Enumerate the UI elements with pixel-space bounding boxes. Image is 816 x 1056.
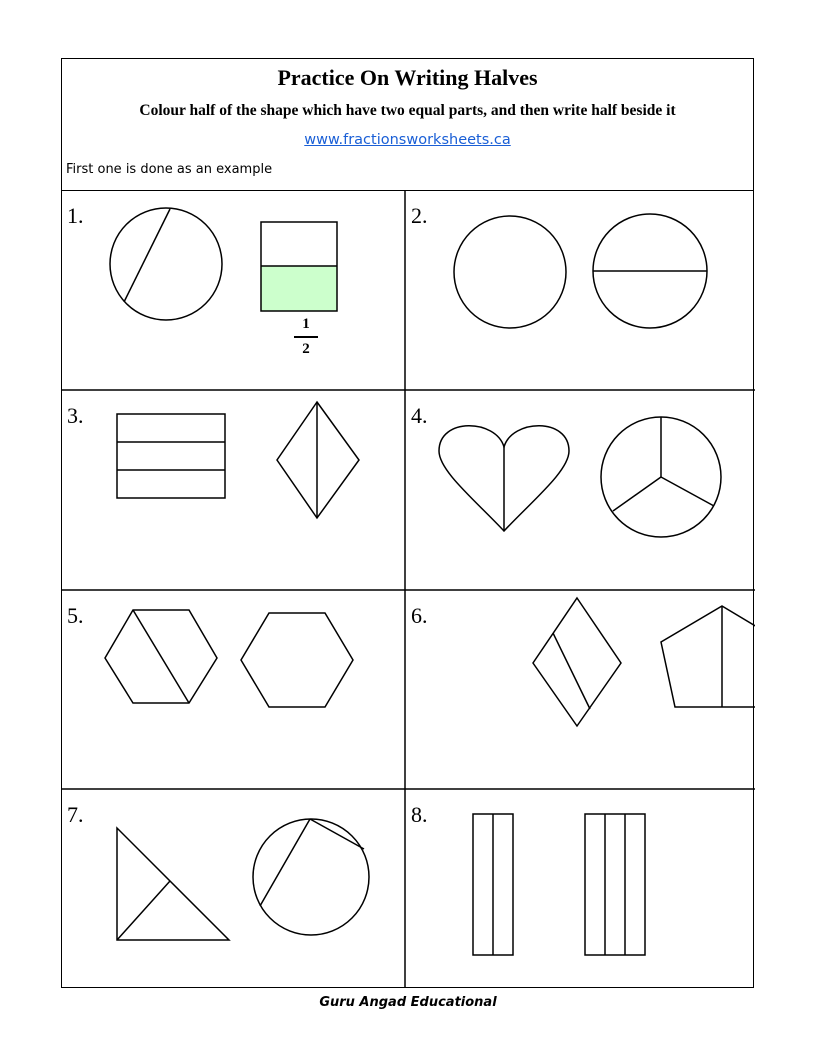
page-title: Practice On Writing Halves [277, 65, 538, 90]
problem-3-shapes [62, 391, 405, 590]
problem-5 [62, 591, 405, 789]
problem-2 [406, 191, 755, 390]
rhombus-halved-vertical-icon[interactable] [277, 402, 359, 518]
problem-1-shapes [62, 191, 405, 390]
rectangle-thirds-vertical-icon[interactable] [585, 814, 645, 955]
problem-6-shapes [406, 591, 755, 789]
hexagon-halved-diagonal-icon[interactable] [105, 610, 217, 703]
circle-halved-horizontal-icon[interactable] [593, 214, 707, 328]
problem-grid [62, 191, 753, 988]
rectangle-halved-shaded-icon[interactable] [261, 222, 337, 311]
problem-3 [62, 391, 405, 590]
problem-4-shapes [406, 391, 755, 590]
answer-numerator: 1 [302, 316, 310, 332]
triangle-thirds-icon[interactable] [117, 828, 229, 940]
worksheet-header [62, 59, 753, 191]
instructions: Colour half of the shape which have two equal parts, and then write half beside it [139, 102, 676, 119]
circle-with-off-center-chord-icon [110, 208, 222, 320]
problem-6 [406, 591, 755, 789]
circle-with-chords-icon[interactable] [253, 819, 369, 935]
problem-number: 2. [411, 203, 428, 228]
footer-credit: Guru Angad Educational [319, 995, 497, 1010]
problem-2-shapes [406, 191, 755, 390]
answer-denominator: 2 [302, 341, 310, 357]
problem-number: 4. [411, 403, 428, 428]
problem-number: 1. [67, 203, 84, 228]
problem-number: 3. [67, 403, 84, 428]
fraction-bar [294, 336, 318, 338]
example-note: First one is done as an example [66, 162, 273, 177]
rectangle-thirds-icon[interactable] [117, 414, 225, 498]
heart-halved-icon[interactable] [439, 426, 569, 531]
problem-5-shapes [62, 591, 405, 789]
worksheet [61, 58, 754, 988]
problem-number: 6. [411, 603, 428, 628]
rectangle-halved-vertical-icon[interactable] [473, 814, 513, 955]
problem-1 [62, 191, 405, 390]
problem-number: 7. [67, 802, 84, 827]
pentagon-halved-icon[interactable] [661, 606, 755, 707]
problem-7-shapes [62, 790, 405, 988]
problem-7 [62, 790, 405, 988]
problem-8-shapes [406, 790, 755, 988]
hexagon-icon[interactable] [241, 613, 353, 707]
problem-8 [406, 790, 755, 988]
problem-number: 8. [411, 802, 428, 827]
problem-number: 5. [67, 603, 84, 628]
circle-thirds-icon[interactable] [601, 417, 721, 537]
website-link[interactable]: www.fractionsworksheets.ca [304, 132, 511, 148]
answer-fraction [294, 316, 318, 358]
rhombus-unequal-split-icon[interactable] [533, 598, 621, 726]
problem-4 [406, 391, 755, 590]
circle-icon[interactable] [454, 216, 566, 328]
